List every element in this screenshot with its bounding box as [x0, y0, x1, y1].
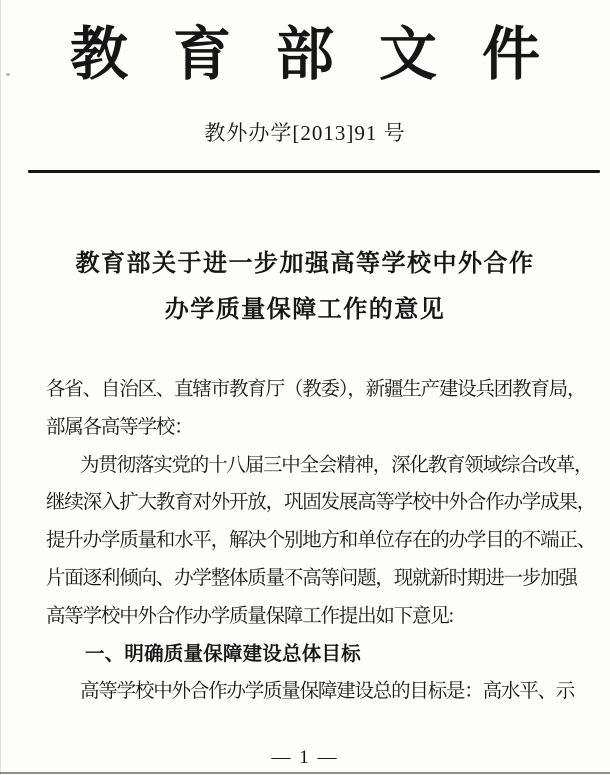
body-line-goal-1: 高等学校中外合作办学质量保障建设总的目标是：高水平、示: [80, 681, 575, 703]
body-line-paragraph-5: 高等学校中外合作办学质量保障工作提出如下意见:: [46, 605, 453, 627]
body-line-salutation-2: 部属各高等学校：: [46, 416, 193, 438]
page-number: — 1 —: [271, 747, 339, 768]
letterhead-title: 教育部文件: [69, 22, 585, 87]
document-number: 教外办学[2013]91 号: [204, 121, 406, 145]
document-title-line2: 办学质量保障工作的意见: [164, 297, 446, 323]
body-line-salutation-1: 各省、自治区、直辖市教育厅（教委），新疆生产建设兵团教育局，: [46, 379, 586, 400]
section-heading-1: 一、明确质量保障建设总体目标: [85, 643, 361, 665]
scan-edge-bottom-line: [0, 772, 610, 774]
body-line-paragraph-1: 为贯彻落实党的十八届三中全会精神，深化教育领域综合改革，: [80, 454, 593, 476]
document-title-line1: 教育部关于进一步加强高等学校中外合作: [75, 251, 535, 277]
scan-speck: [6, 73, 10, 76]
body-line-paragraph-2: 继续深入扩大教育对外开放，巩固发展高等学校中外合作办学成果，: [46, 492, 596, 514]
body-line-paragraph-4: 片面逐利倾向、办学整体质量不高等问题，现就新时期进一步加强: [46, 567, 577, 589]
scan-edge-left-line: [0, 0, 1, 775]
document-body: [46, 371, 596, 711]
document-title: [0, 241, 610, 333]
letterhead-divider: [28, 170, 600, 173]
body-line-paragraph-3: 提升办学质量和水平，解决个别地方和单位存在的办学目的不端正、: [46, 530, 596, 552]
